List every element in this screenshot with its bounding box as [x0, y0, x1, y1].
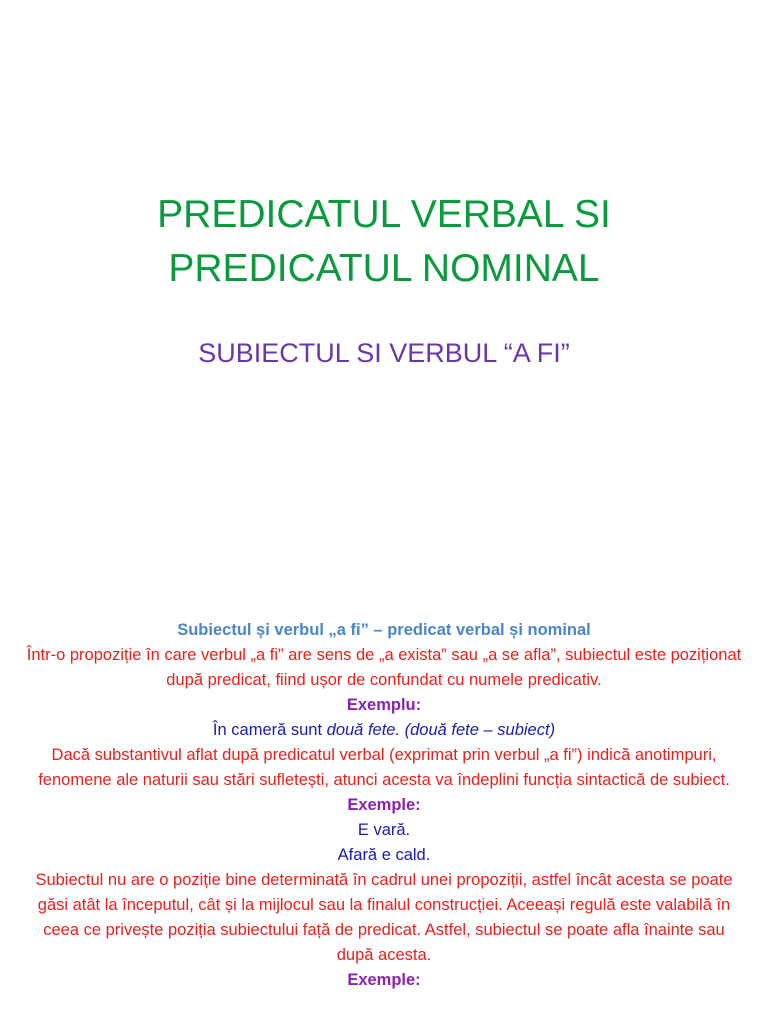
paragraph-3: Subiectul nu are o poziție bine determinată în cadrul unei propoziții, astfel încât acesta se poate găsi atât la începutul, cât și la mijlocul sau la finalul construcției. Aceeași regulă este valabilă în ceea ce privește poziția subiectului față de predicat. Astfel, subiectul se poate afla înainte sau după acesta. [35, 871, 733, 964]
example-label-3: Exemple: [347, 971, 421, 989]
section-heading: Subiectul și verbul „a fi” – predicat verbal și nominal [177, 621, 591, 639]
example-label-1: Exemplu: [346, 696, 422, 714]
content-body [24, 618, 744, 993]
content-slide [0, 576, 768, 1024]
paragraph-1: Într-o propoziție în care verbul „a fi” are sens de „a exista” sau „a se afla”, subiectul este poziționat după predicat, fiind ușor de confundat cu numele predicativ. [26, 646, 742, 689]
example-2b: Afară e cald. [337, 846, 431, 864]
page-title [0, 188, 768, 296]
example-label-2: Exemple: [347, 796, 421, 814]
paragraph-2: Dacă substantivul aflat după predicatul verbal (exprimat prin verbul „a fi”) indică anotimpuri, fenomene ale naturii sau stări sufletești, atunci acesta va îndeplini funcția sintactică de subiect. [38, 746, 730, 789]
title-line-1: PREDICATUL VERBAL SI [157, 193, 611, 236]
example-1-italic: două fete. (două fete – subiect) [326, 721, 556, 739]
page-subtitle: SUBIECTUL SI VERBUL “A FI” [198, 338, 570, 368]
example-1-text: În cameră sunt [212, 721, 327, 739]
example-2a: E vară. [357, 821, 411, 839]
example-1 [24, 718, 744, 743]
title-line-2: PREDICATUL NOMINAL [168, 247, 600, 290]
